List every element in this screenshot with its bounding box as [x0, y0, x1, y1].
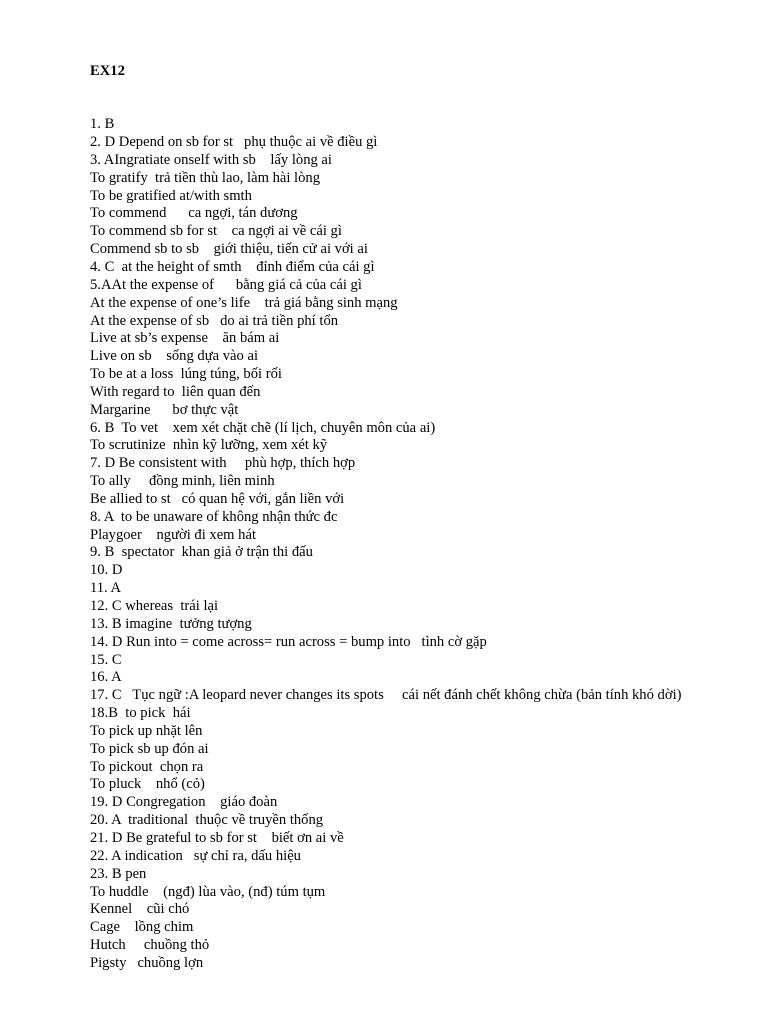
answer-line: Live on sb sống dựa vào ai	[90, 348, 259, 365]
answer-line: Commend sb to sb giới thiệu, tiến cử ai với ai	[90, 241, 368, 258]
answer-line: 20. A traditional thuộc về truyền thống	[90, 812, 324, 829]
answer-line: At the expense of sb do ai trả tiền phí tổn	[90, 312, 339, 329]
answer-line: To scrutinize nhìn kỹ lưỡng, xem xét kỹ	[90, 437, 328, 454]
answer-line: 22. A indication sự chỉ ra, dấu hiệu	[90, 847, 301, 864]
document-page	[90, 27, 690, 991]
answer-line: 13. B imagine tưởng tượng	[90, 615, 252, 632]
answer-line: At the expense of one’s life trả giá bằng sinh mạng	[90, 294, 398, 311]
answer-line: To commend ca ngợi, tán dương	[90, 205, 298, 222]
answer-line: 1. B	[90, 116, 115, 133]
answer-line: Margarine bơ thực vật	[90, 401, 239, 418]
answer-line: 3. AIngratiate onself with sb lấy lòng ai	[90, 151, 332, 168]
answer-line: Playgoer người đi xem hát	[90, 526, 256, 543]
answer-line: 2. D Depend on sb for st phụ thuộc ai về điều gì	[90, 134, 378, 151]
answer-line: 9. B spectator khan giả ở trận thi đấu	[90, 544, 313, 561]
answer-line: To pick sb up đón ai	[90, 740, 209, 757]
answer-line: To commend sb for st ca ngợi ai về cái gì	[90, 223, 342, 240]
answer-line: To be at a loss lúng túng, bối rối	[90, 366, 282, 383]
answer-line: Cage lồng chim	[90, 919, 194, 936]
answer-line: With regard to liên quan đến	[90, 383, 261, 400]
answer-line: 8. A to be unaware of không nhận thức đc	[90, 508, 338, 525]
answer-line: 23. B pen	[90, 865, 147, 882]
answer-line: 11. A	[90, 580, 122, 597]
answer-line: Live at sb’s expense ăn bám ai	[90, 330, 280, 347]
answer-line: Be allied to st có quan hệ với, gắn liền với	[90, 490, 345, 507]
answer-line: 14. D Run into = come across= run across = bump into tình cờ gặp	[90, 633, 487, 650]
answer-line: Pigsty chuồng lợn	[90, 954, 204, 971]
answer-line: To pluck nhổ (cỏ)	[90, 776, 205, 793]
answer-line: Kennel cũi chó	[90, 901, 190, 918]
document-title: EX12	[90, 62, 125, 79]
answer-line: 19. D Congregation giáo đoàn	[90, 794, 278, 811]
answer-line: 5.AAt the expense of bằng giá cả của cái gì	[90, 276, 362, 293]
answer-line: 21. D Be grateful to sb for st biết ơn ai về	[90, 829, 344, 846]
answer-line: 18.B to pick hái	[90, 705, 191, 722]
answer-line: 15. C	[90, 651, 122, 668]
answer-line: 17. C Tục ngữ :A leopard never changes its spots cái nết đánh chết không chừa (bản tính khó dời)	[90, 687, 682, 704]
answer-line: 6. B To vet xem xét chặt chẽ (lí lịch, chuyên môn của ai)	[90, 419, 436, 436]
answer-line: To pickout chọn ra	[90, 758, 204, 775]
answer-line: To huddle (ngđ) lùa vào, (nđ) túm tụm	[90, 883, 326, 900]
answer-line: 7. D Be consistent with phù hợp, thích hợp	[90, 455, 356, 472]
answer-line: 10. D	[90, 562, 123, 579]
answer-line: Hutch chuồng thỏ	[90, 937, 210, 954]
answer-line: 12. C whereas trái lại	[90, 598, 219, 614]
answer-line: 4. C at the height of smth đỉnh điểm của cái gì	[90, 258, 375, 275]
answer-list	[90, 116, 690, 973]
answer-line: To ally đồng minh, liên minh	[90, 473, 275, 490]
answer-line: To be gratified at/with smth	[90, 187, 252, 204]
answer-line: 16. A	[90, 669, 122, 686]
answer-line: To pick up nhặt lên	[90, 722, 203, 739]
answer-line: To gratify trả tiền thù lao, làm hài lòng	[90, 169, 320, 186]
